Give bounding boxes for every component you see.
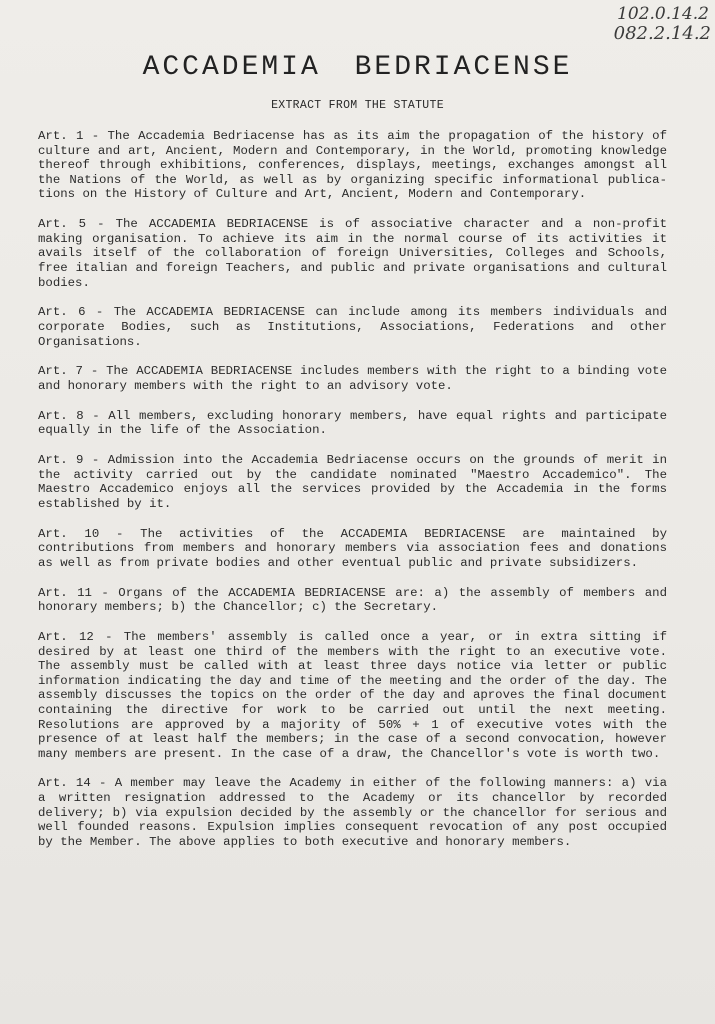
article-8: Art. 8 - All members, excluding honorary members, have equal rights and participate equally in the life of the Association. [38, 408, 667, 438]
handwritten-archive-number [599, 4, 709, 44]
article-12: Art. 12 - The members' assembly is called once a year, or in extra sitting if desired by at least one third of the members with the right to an executive vote. The assembly must be called with at least three days notice via letter or public information indicating the day and time of the meeting and the order of the day. The assembly discusses the topics on the order of the day and aproves the final document containing the directive for work to be carried out until the next meeting. Resolutions are approved by a majority of 50% + 1 of executive votes with the presence of at least half the members; in the case of a second convocation, however many members are present. In the case of a draw, the Chancellor's vote is worth two. [38, 629, 667, 761]
archive-number-line-1: 102.0.14.2 [617, 4, 709, 24]
article-7: Art. 7 - The ACCADEMIA BEDRIACENSE includes members with the right to a binding vote and honorary members with the right to an advisory vote. [38, 364, 667, 393]
article-10: Art. 10 - The activities of the ACCADEMIA BEDRIACENSE are maintained by contributions from members and honorary members via association fees and donations as well as from private bodies and other eventual public and private subsidizers. [38, 526, 667, 570]
article-5: Art. 5 - The ACCADEMIA BEDRIACENSE is of associative character and a non-profit making organisation. To achieve its aim in the normal course of its activities it avails itself of the collaboration of foreign Universities, Colleges and Schools, free italian and foreign Teachers, and public and private organisations and cultural bodies. [38, 217, 667, 290]
article-6: Art. 6 - The ACCADEMIA BEDRIACENSE can include among its members individuals and corporate Bodies, such as Institutions, Associations, Federations and other Organisations. [38, 305, 667, 349]
archive-number-line-2: 082.2.14.2 [613, 23, 711, 44]
document-title: ACCADEMIA BEDRIACENSE [142, 52, 573, 83]
article-1: Art. 1 - The Accademia Bedriacense has as its aim the propagation of the history of culture and art, Ancient, Modern and Contemporary, in the World, promoting knowledge thereof through exhibitions, conferences, displays, meetings, exchanges amongst all the Nations of the World, as well as by organizing specific informational publications on the History of Culture and Art, Ancient, Modern and Contemporary. [38, 129, 667, 202]
article-9: Art. 9 - Admission into the Accademia Bedriacense occurs on the grounds of merit in the activity carried out by the candidate nominated "Maestro Accademico". The Maestro Accademico enjoys all the services provided by the Accademia in the forms established by it. [38, 453, 667, 511]
statute-articles [38, 129, 667, 865]
article-14: Art. 14 - A member may leave the Academy in either of the following manners: a) via a written resignation addressed to the Academy or its chancellor by recorded delivery; b) via expulsion decided by the assembly or the chancellor for serious and well founded reasons. Expulsion implies consequent revocation of any post occupied by the Member. The above applies to both executive and honorary members. [38, 776, 667, 849]
article-11: Art. 11 - Organs of the ACCADEMIA BEDRIACENSE are: a) the assembly of members and honorary members; b) the Chancellor; c) the Secretary. [38, 585, 667, 615]
document-subtitle: EXTRACT FROM THE STATUTE [271, 99, 444, 112]
